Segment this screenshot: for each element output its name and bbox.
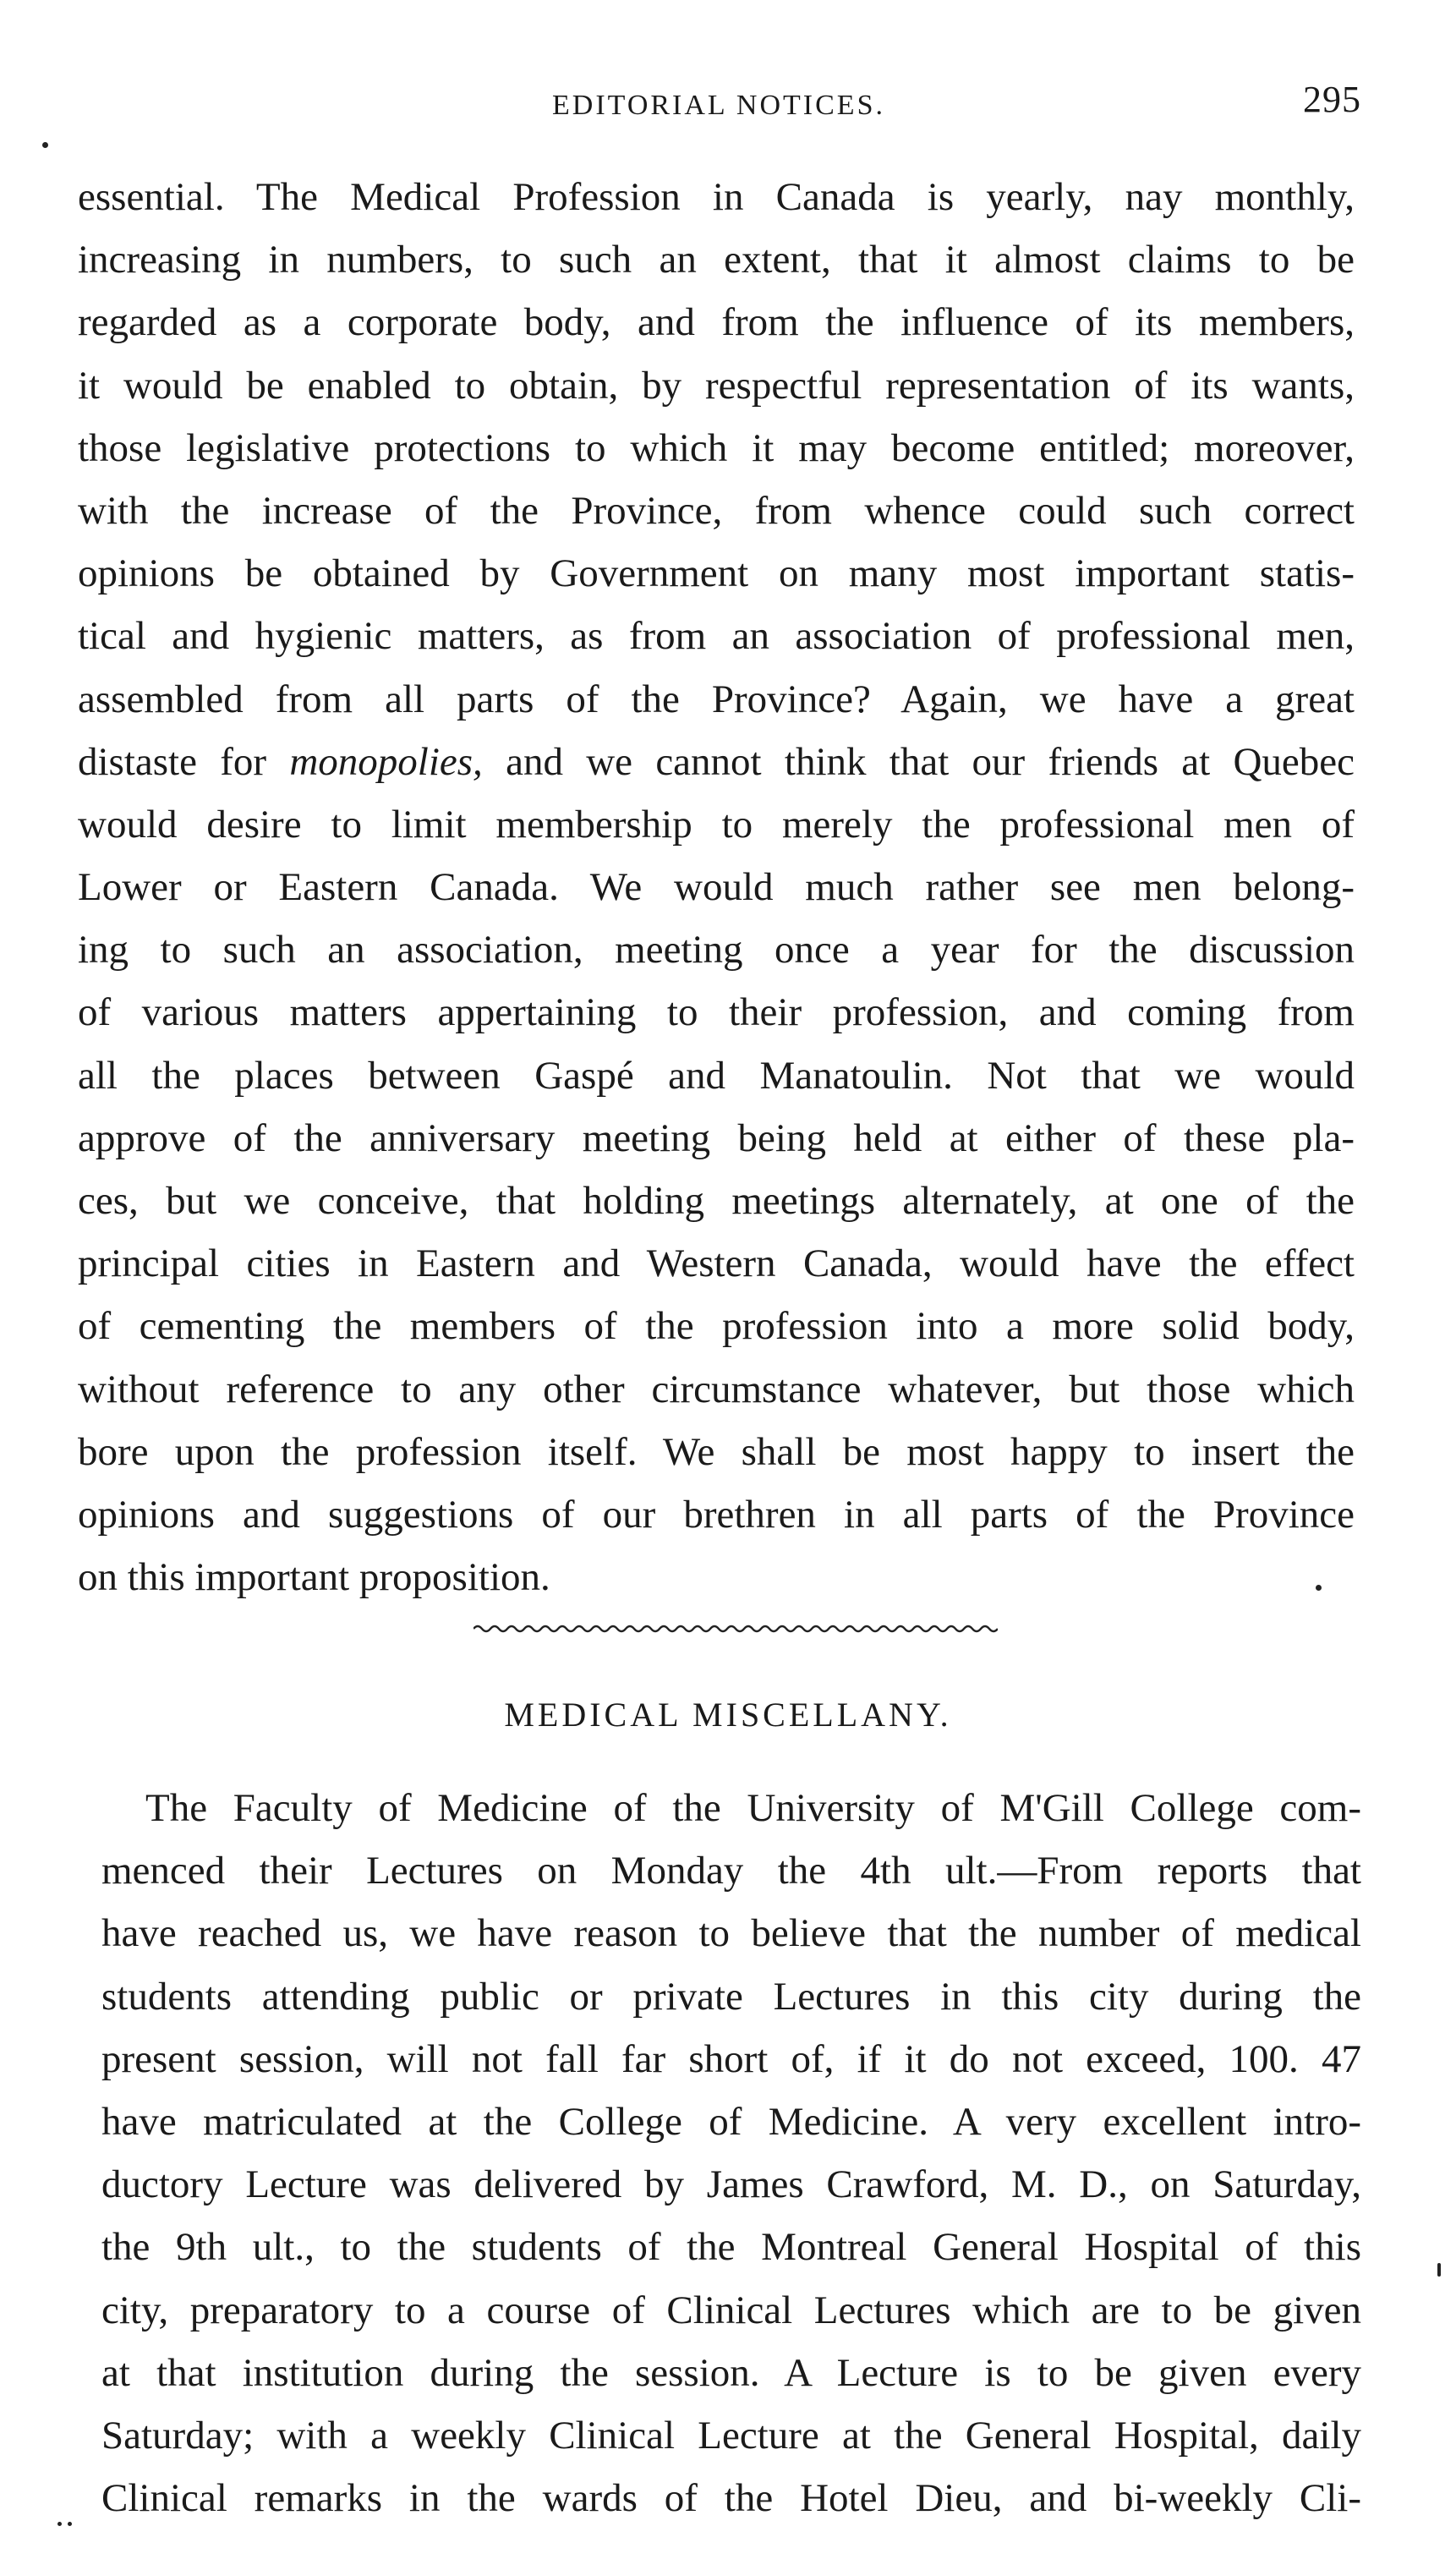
- section-heading: MEDICAL MISCELLANY.: [504, 1696, 952, 1734]
- text-segment: and we cannot think that our friends at Quebec: [506, 739, 1355, 784]
- text-line: assembled from all parts of the Province? Again, we have a great: [78, 677, 1355, 721]
- stray-ink-dot: [1437, 2263, 1441, 2277]
- text-line: have reached us, we have reason to believe that the number of medical: [101, 1911, 1361, 1956]
- running-head: [76, 78, 1361, 137]
- stray-ink-dot: [57, 2522, 62, 2526]
- text-line: principal cities in Eastern and Western Canada, would have the effect: [78, 1241, 1355, 1286]
- text-line: ductory Lecture was delivered by James Crawford, M. D., on Saturday,: [101, 2162, 1361, 2207]
- text-line: regarded as a corporate body, and from the influence of its members,: [78, 300, 1355, 345]
- text-line: with the increase of the Province, from whence could such correct: [78, 488, 1355, 533]
- text-line: Lower or Eastern Canada. We would much rather see men belong-: [78, 865, 1355, 910]
- wavy-section-divider: [473, 1622, 998, 1636]
- stray-ink-dot: [42, 142, 48, 148]
- text-line: of cementing the members of the profession into a more solid body,: [78, 1304, 1355, 1349]
- editorial-paragraph: [78, 166, 1355, 1608]
- text-line: have matriculated at the College of Medicine. A very excellent intro-: [101, 2099, 1361, 2144]
- page-number: 295: [1303, 79, 1361, 120]
- stray-ink-dot: [1316, 1585, 1322, 1591]
- text-line: would desire to limit membership to merely the professional men of: [78, 802, 1355, 847]
- miscellany-paragraph: [101, 1777, 1361, 2529]
- text-line: menced their Lectures on Monday the 4th ult.—From reports that: [101, 1849, 1361, 1893]
- text-line: opinions and suggestions of our brethren in all parts of the Province: [78, 1492, 1355, 1537]
- text-line: the 9th ult., to the students of the Montreal General Hospital of this: [101, 2225, 1361, 2270]
- text-line: approve of the anniversary meeting being held at either of these pla-: [78, 1115, 1355, 1160]
- text-line: without reference to any other circumstance whatever, but those which: [78, 1367, 1355, 1411]
- stray-ink-dot: [68, 2522, 72, 2526]
- text-line: at that institution during the session. A Lecture is to be given every: [101, 2350, 1361, 2395]
- text-line: students attending public or private Lectures in this city during the: [101, 1974, 1361, 2019]
- running-title: EDITORIAL NOTICES.: [552, 90, 885, 121]
- text-line: of various matters appertaining to their profession, and coming from: [78, 990, 1355, 1035]
- text-line: Clinical remarks in the wards of the Hotel Dieu, and bi-weekly Cli-: [101, 2476, 1361, 2521]
- text-line: present session, will not fall far short of, if it do not exceed, 100. 47: [101, 2036, 1361, 2081]
- text-line: those legislative protections to which it may become entitled; moreover,: [78, 425, 1355, 470]
- text-line: The Faculty of Medicine of the University of M'Gill College com-: [145, 1786, 1361, 1830]
- text-line: bore upon the profession itself. We shall be most happy to insert the: [78, 1429, 1355, 1474]
- text-line: on this important proposition.: [78, 1555, 550, 1600]
- text-line: increasing in numbers, to such an extent, that it almost claims to be: [78, 238, 1355, 282]
- text-line: Saturday; with a weekly Clinical Lecture at the General Hospital, daily: [101, 2413, 1361, 2458]
- text-segment: distaste for: [78, 739, 267, 784]
- text-line: ces, but we conceive, that holding meetings alternately, at one of the: [78, 1179, 1355, 1223]
- text-line: opinions be obtained by Government on many most important statis-: [78, 551, 1355, 596]
- text-line: all the places between Gaspé and Manatoulin. Not that we would: [78, 1053, 1355, 1098]
- text-line: ing to such an association, meeting once a year for the discussion: [78, 928, 1355, 973]
- text-line: it would be enabled to obtain, by respectful representation of its wants,: [78, 363, 1355, 408]
- text-line: tical and hygienic matters, as from an association of professional men,: [78, 614, 1355, 659]
- text-line: essential. The Medical Profession in Canada is yearly, nay monthly,: [78, 175, 1355, 219]
- italic-term: monopolies,: [289, 739, 483, 784]
- text-line: city, preparatory to a course of Clinical Lectures which are to be given: [101, 2288, 1361, 2332]
- text-line-with-italic: [78, 731, 1355, 793]
